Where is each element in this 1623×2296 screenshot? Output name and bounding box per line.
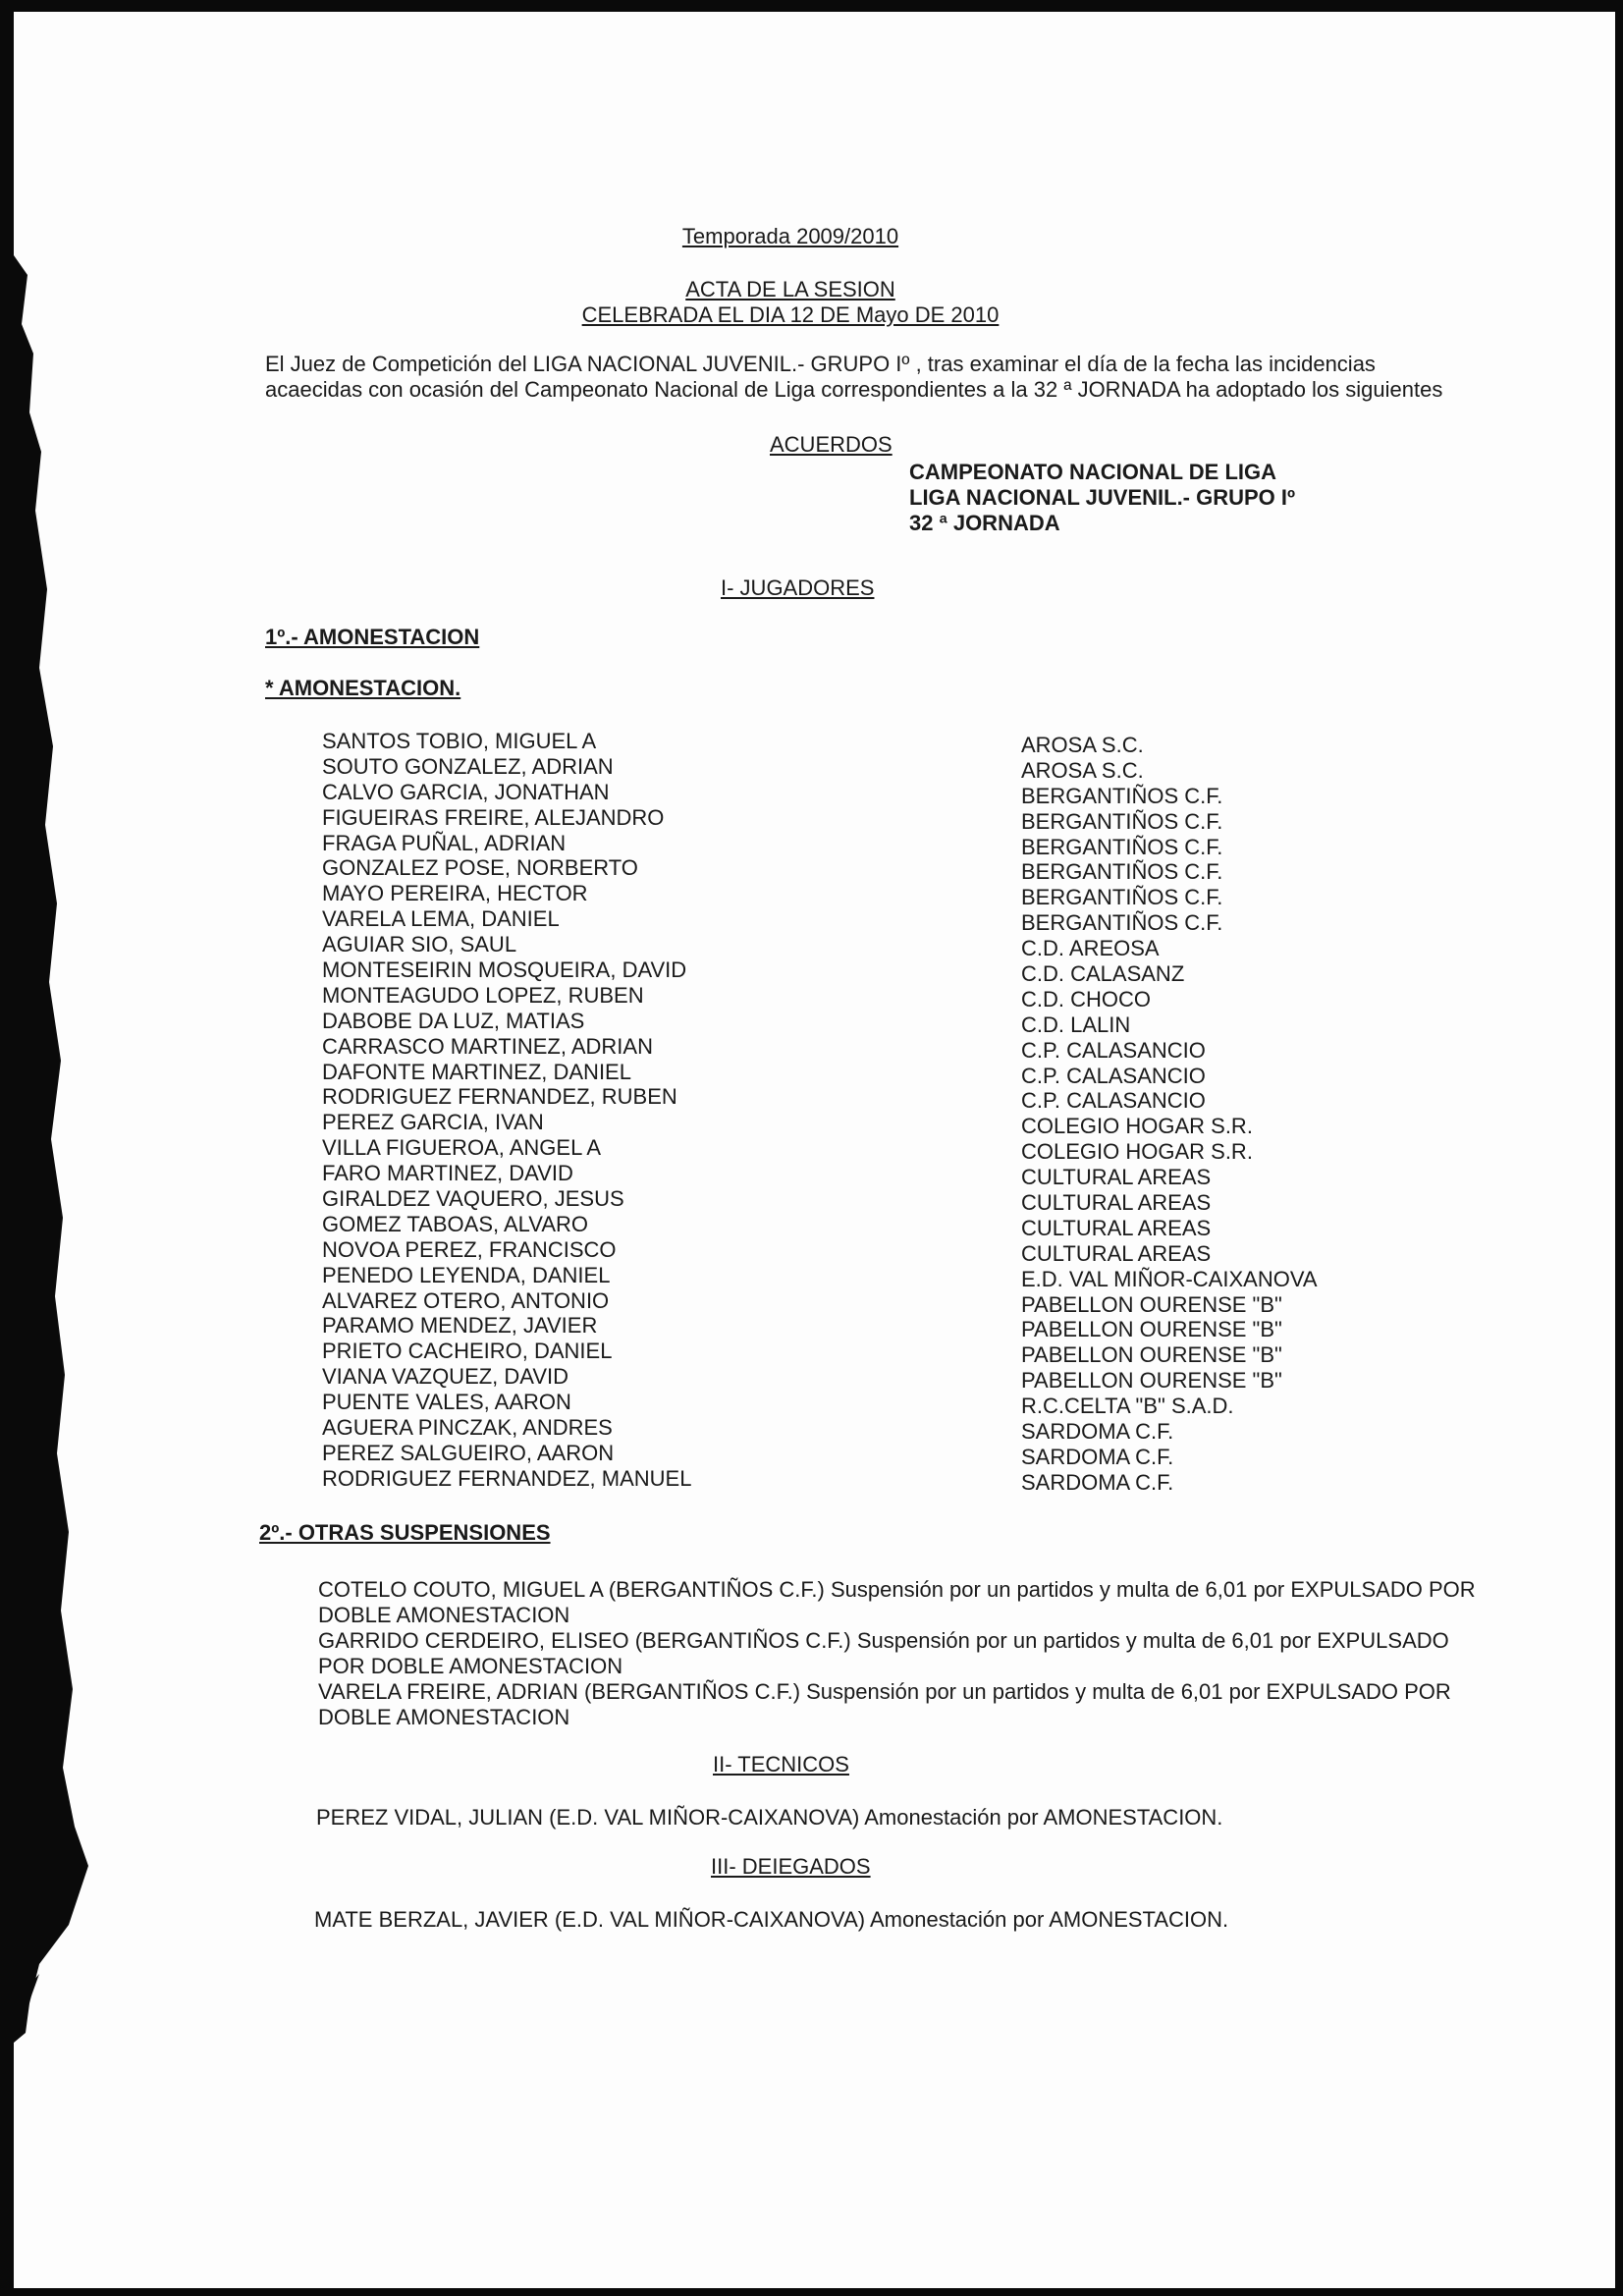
list-item: C.P. CALASANCIO bbox=[1021, 1063, 1206, 1088]
list-item: MAYO PEREIRA, HECTOR bbox=[322, 881, 588, 906]
list-item: VIANA VAZQUEZ, DAVID bbox=[322, 1364, 569, 1390]
list-item: BERGANTIÑOS C.F. bbox=[1021, 885, 1223, 910]
list-item: CARRASCO MARTINEZ, ADRIAN bbox=[322, 1033, 653, 1059]
amonestacion-section-heading: 1º.- AMONESTACION bbox=[265, 625, 480, 649]
list-item: BERGANTIÑOS C.F. bbox=[1021, 859, 1223, 885]
list-item: NOVOA PEREZ, FRANCISCO bbox=[322, 1236, 617, 1262]
list-item: R.C.CELTA "B" S.A.D. bbox=[1021, 1394, 1234, 1419]
list-item: C.D. LALIN bbox=[1021, 1011, 1131, 1037]
suspension-entry-2-line2: POR DOBLE AMONESTACION bbox=[318, 1654, 623, 1678]
list-item: AROSA S.C. bbox=[1021, 757, 1144, 783]
list-item: FIGUEIRAS FREIRE, ALEJANDRO bbox=[322, 804, 665, 830]
delegados-entry: MATE BERZAL, JAVIER (E.D. VAL MIÑOR-CAIXANOVA) Amonestación por AMONESTACION. bbox=[314, 1907, 1229, 1932]
list-item: SARDOMA C.F. bbox=[1021, 1444, 1174, 1469]
list-item: CALVO GARCIA, JONATHAN bbox=[322, 779, 610, 804]
list-item: SARDOMA C.F. bbox=[1021, 1419, 1174, 1445]
clubs-list bbox=[1021, 733, 1318, 1496]
list-item: C.D. AREOSA bbox=[1021, 936, 1160, 961]
list-item: AGUIAR SIO, SAUL bbox=[322, 932, 517, 957]
list-item: C.D. CALASANZ bbox=[1021, 961, 1185, 987]
competition-name: CAMPEONATO NACIONAL DE LIGA bbox=[909, 460, 1277, 484]
list-item: RODRIGUEZ FERNANDEZ, RUBEN bbox=[322, 1084, 677, 1110]
torn-paper-edge bbox=[0, 0, 118, 2296]
list-item: PRIETO CACHEIRO, DANIEL bbox=[322, 1339, 613, 1364]
list-item: MONTESEIRIN MOSQUEIRA, DAVID bbox=[322, 957, 687, 983]
acta-title: ACTA DE LA SESION bbox=[685, 277, 895, 301]
list-item: AROSA S.C. bbox=[1021, 733, 1144, 757]
suspension-entry-1-line1: COTELO COUTO, MIGUEL A (BERGANTIÑOS C.F.) Suspensión por un partidos y multa de 6,01 por EXPULSADO POR bbox=[318, 1577, 1476, 1602]
jornada: 32 ª JORNADA bbox=[909, 511, 1060, 535]
tecnicos-entry: PEREZ VIDAL, JULIAN (E.D. VAL MIÑOR-CAIXANOVA) Amonestación por AMONESTACION. bbox=[316, 1805, 1223, 1830]
list-item: FRAGA PUÑAL, ADRIAN bbox=[322, 830, 567, 855]
list-item: PABELLON OURENSE "B" bbox=[1021, 1368, 1282, 1394]
list-item: FARO MARTINEZ, DAVID bbox=[322, 1161, 573, 1186]
delegados-heading: III- DEIEGADOS bbox=[711, 1854, 871, 1879]
list-item: SOUTO GONZALEZ, ADRIAN bbox=[322, 753, 614, 779]
list-item: COLEGIO HOGAR S.R. bbox=[1021, 1139, 1253, 1165]
list-item: PENEDO LEYENDA, DANIEL bbox=[322, 1262, 611, 1287]
intro-text-line1: El Juez de Competición del LIGA NACIONAL JUVENIL.- GRUPO Iº , tras examinar el día de la fecha las incidencias bbox=[265, 352, 1376, 376]
players-list bbox=[322, 729, 691, 1492]
league-group: LIGA NACIONAL JUVENIL.- GRUPO Iº bbox=[909, 485, 1296, 510]
list-item: SARDOMA C.F. bbox=[1021, 1469, 1174, 1495]
suspension-entry-1-line2: DOBLE AMONESTACION bbox=[318, 1603, 570, 1627]
list-item: DAFONTE MARTINEZ, DANIEL bbox=[322, 1059, 631, 1084]
list-item: PEREZ GARCIA, IVAN bbox=[322, 1110, 544, 1135]
tecnicos-heading: II- TECNICOS bbox=[713, 1752, 849, 1777]
list-item: CULTURAL AREAS bbox=[1021, 1190, 1212, 1216]
list-item: MONTEAGUDO LOPEZ, RUBEN bbox=[322, 982, 644, 1008]
list-item: VARELA LEMA, DANIEL bbox=[322, 906, 560, 932]
season-title: Temporada 2009/2010 bbox=[681, 224, 899, 248]
amonestacion-subheading: * AMONESTACION. bbox=[265, 676, 461, 700]
intro-text-line2: acaecidas con ocasión del Campeonato Nacional de Liga correspondientes a la 32 ª JORNADA ha adoptado los siguientes bbox=[265, 377, 1443, 402]
list-item: GOMEZ TABOAS, ALVARO bbox=[322, 1211, 588, 1236]
list-item: C.P. CALASANCIO bbox=[1021, 1088, 1206, 1114]
list-item: DABOBE DA LUZ, MATIAS bbox=[322, 1008, 585, 1033]
suspension-entry-3-line1: VARELA FREIRE, ADRIAN (BERGANTIÑOS C.F.) Suspensión por un partidos y multa de 6,01 por EXPULSADO POR bbox=[318, 1679, 1451, 1704]
list-item: C.D. CHOCO bbox=[1021, 986, 1151, 1011]
list-item: GONZALEZ POSE, NORBERTO bbox=[322, 855, 638, 881]
otras-suspensiones-heading: 2º.- OTRAS SUSPENSIONES bbox=[259, 1520, 551, 1545]
list-item: COLEGIO HOGAR S.R. bbox=[1021, 1114, 1253, 1139]
list-item: CULTURAL AREAS bbox=[1021, 1240, 1212, 1266]
list-item: E.D. VAL MIÑOR-CAIXANOVA bbox=[1021, 1266, 1318, 1291]
list-item: PABELLON OURENSE "B" bbox=[1021, 1342, 1282, 1368]
list-item: PEREZ SALGUEIRO, AARON bbox=[322, 1440, 615, 1465]
suspension-entry-3-line2: DOBLE AMONESTACION bbox=[318, 1705, 570, 1729]
list-item: AGUERA PINCZAK, ANDRES bbox=[322, 1415, 613, 1441]
list-item: CULTURAL AREAS bbox=[1021, 1165, 1212, 1190]
list-item: VILLA FIGUEROA, ANGEL A bbox=[322, 1135, 602, 1161]
list-item: RODRIGUEZ FERNANDEZ, MANUEL bbox=[322, 1465, 692, 1491]
list-item: C.P. CALASANCIO bbox=[1021, 1037, 1206, 1063]
list-item: BERGANTIÑOS C.F. bbox=[1021, 808, 1223, 834]
list-item: PABELLON OURENSE "B" bbox=[1021, 1291, 1282, 1317]
list-item: CULTURAL AREAS bbox=[1021, 1215, 1212, 1240]
acuerdos-heading: ACUERDOS bbox=[770, 432, 893, 457]
list-item: PABELLON OURENSE "B" bbox=[1021, 1317, 1282, 1342]
jugadores-heading: I- JUGADORES bbox=[721, 575, 875, 600]
list-item: BERGANTIÑOS C.F. bbox=[1021, 783, 1223, 808]
list-item: BERGANTIÑOS C.F. bbox=[1021, 910, 1223, 936]
list-item: SANTOS TOBIO, MIGUEL A bbox=[322, 729, 597, 753]
list-item: PUENTE VALES, AARON bbox=[322, 1390, 571, 1415]
suspension-entry-2-line1: GARRIDO CERDEIRO, ELISEO (BERGANTIÑOS C.F.) Suspensión por un partidos y multa de 6,01 por EXPULSADO bbox=[318, 1628, 1449, 1653]
list-item: PARAMO MENDEZ, JAVIER bbox=[322, 1313, 598, 1339]
list-item: BERGANTIÑOS C.F. bbox=[1021, 834, 1223, 859]
list-item: GIRALDEZ VAQUERO, JESUS bbox=[322, 1186, 624, 1212]
list-item: ALVAREZ OTERO, ANTONIO bbox=[322, 1287, 610, 1313]
acta-date: CELEBRADA EL DIA 12 DE Mayo DE 2010 bbox=[581, 302, 1000, 327]
